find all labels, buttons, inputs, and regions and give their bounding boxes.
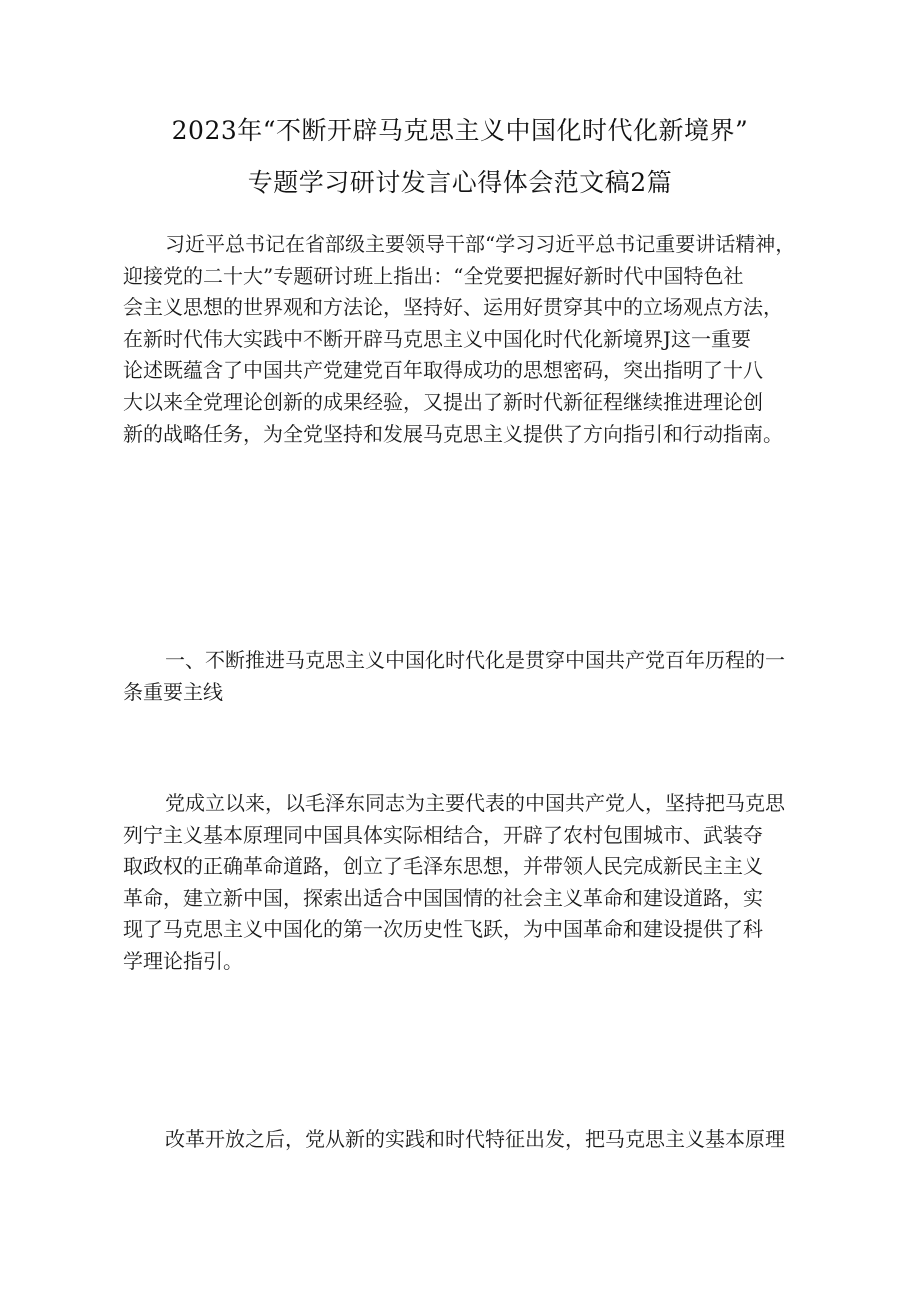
paragraph-line: 在新时代伟大实践中不断开辟马克思主义中国化时代化新境界J这一重要 — [123, 326, 752, 351]
paragraph-line: 取政权的正确革命道路，创立了毛泽东思想，并带领人民完成新民主主义 — [123, 854, 763, 879]
paragraph-line: 新的战略任务，为全党坚持和发展马克思主义提供了方向指引和行动指南。 — [123, 421, 783, 446]
paragraph-line: 现了马克思主义中国化的第一次历史性飞跃，为中国革命和建设提供了科 — [123, 917, 763, 942]
paragraph-line: 习近平总书记在省部级主要领导干部“学习习近平总书记重要讲话精神， — [165, 232, 795, 256]
title-line-1: 2023年“不断开辟马克思主义中国化时代化新境界” — [171, 116, 749, 145]
paragraph-line: 大以来全党理论创新的成果经验，又提出了新时代新征程继续推进理论创 — [123, 389, 763, 414]
heading-line: 条重要主线 — [123, 679, 223, 704]
title-line-2: 专题学习研讨发言心得体会范文稿2篇 — [247, 168, 673, 197]
section-heading-1 — [123, 645, 795, 708]
paragraph-line: 学理论指引。 — [123, 948, 243, 973]
paragraph-line: 论述既蕴含了中国共产党建党百年取得成功的思想密码，突出指明了十八 — [123, 358, 763, 383]
paragraph-line: 迎接党的二十大”专题研讨班上指出：“全党要把握好新时代中国特色社 — [123, 263, 744, 288]
document-title — [100, 105, 820, 209]
paragraph-history — [123, 788, 795, 978]
paragraph-reform — [123, 1124, 795, 1156]
paragraph-line: 会主义思想的世界观和方法论，坚持好、运用好贯穿其中的立场观点方法， — [123, 295, 783, 320]
paragraph-line: 列宁主义基本原理同中国具体实际相结合，开辟了农村包围城市、武装夺 — [123, 822, 763, 847]
heading-line: 一、不断推进马克思主义中国化时代化是贯穿中国共产党百年历程的一 — [165, 648, 785, 672]
paragraph-line: 改革开放之后，党从新的实践和时代特征出发，把马克思主义基本原理 — [165, 1127, 785, 1151]
paragraph-line: 革命，建立新中国，探索出适合中国国情的社会主义革命和建设道路，实 — [123, 885, 763, 910]
paragraph-line: 党成立以来，以毛泽东同志为主要代表的中国共产党人，坚持把马克思 — [165, 791, 785, 815]
paragraph-intro — [123, 229, 795, 450]
